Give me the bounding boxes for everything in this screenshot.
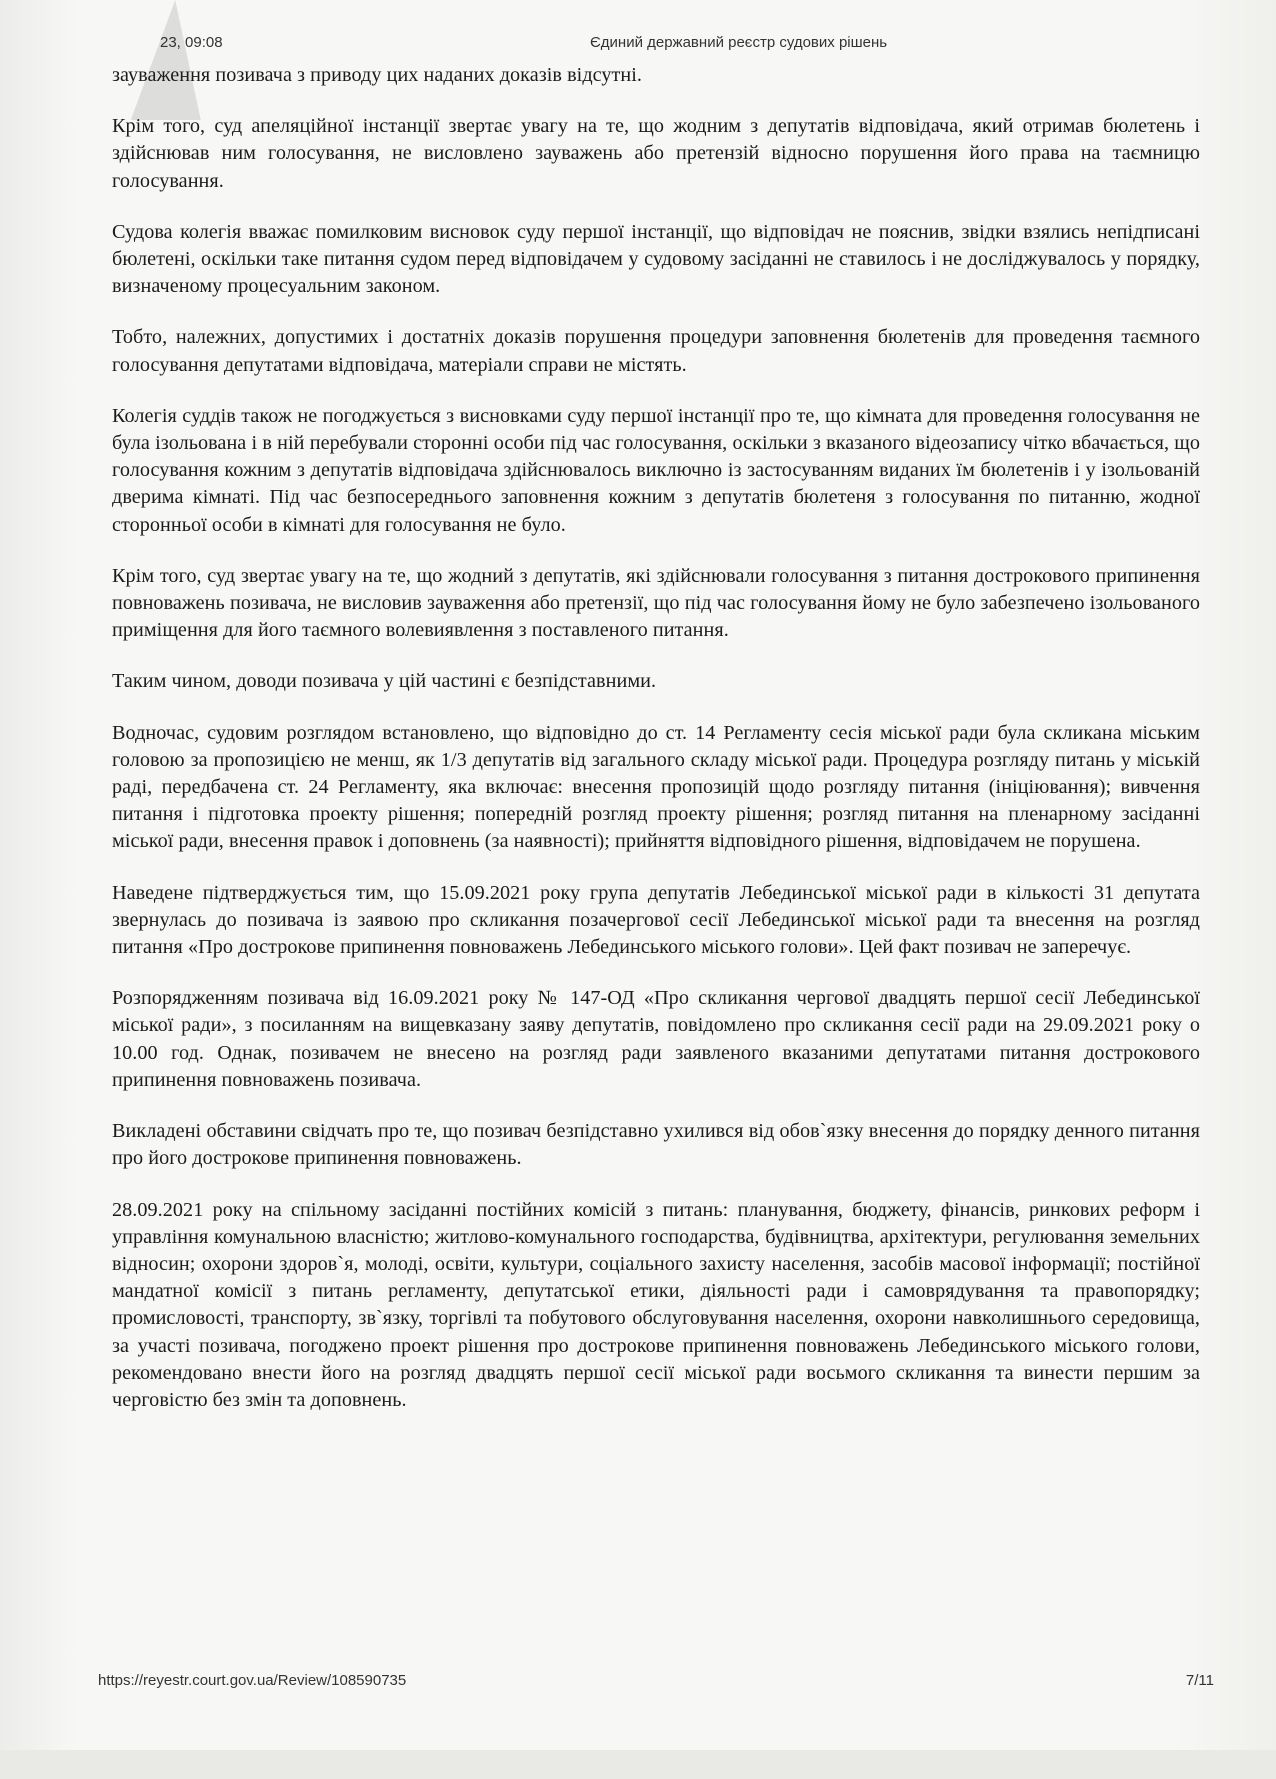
- page-header: [140, 34, 1216, 58]
- paragraph: Судова колегія вважає помилковим висновок суду першої інстанції, що відповідач не пояснив, звідки взялись непідписані бюлетені, оскільки таке питання судом перед відповідачем у судовому засіданні не ставилось і не досліджувалось у порядку, визначеному процесуальним законом.: [112, 220, 1200, 298]
- paragraph: 28.09.2021 року на спільному засіданні постійних комісій з питань: планування, бюджету, фінансів, ринкових реформ і управління комунальною власністю; житлово-комунального господарства, будівництва, архітектури, регулювання земельних відносин; охорони здоров`я, молоді, освіти, культури, соціального захисту населення, засобів масової інформації; постійної мандатної комісії з питань регламенту, депутатської етики, діяльності ради і самоврядування та правопорядку; промисловості, транспорту, зв`язку, торгівлі та побутового обслуговування населення, охорони навколишнього середовища, за участі позивача, погоджено проект рішення про дострокове припинення повноважень Лебединського міського голови, рекомендовано внести його на розгляд двадцять першої сесії міської ради восьмого скликання та винести першим за черговістю без змін та доповнень.: [112, 1198, 1200, 1411]
- page-footer: [98, 1672, 1214, 1694]
- document-body: [112, 62, 1200, 1438]
- footer-url: https://reyestr.court.gov.ua/Review/108590735: [98, 1672, 407, 1689]
- header-site-title: Єдиний державний реєстр судових рішень: [590, 34, 888, 51]
- footer-page-number: 7/11: [1185, 1672, 1214, 1689]
- paragraph: зауваження позивача з приводу цих наданих доказів відсутні.: [112, 64, 643, 86]
- paragraph: Наведене підтверджується тим, що 15.09.2021 року група депутатів Лебединської міської ради в кількості 31 депутата звернулась до позивача із заявою про скликання позачергової сесії Лебединської міської ради та внесення на розгляд питання «Про дострокове припинення повноважень Лебединського міського голови». Цей факт позивач не заперечує.: [112, 881, 1200, 959]
- paragraph: Водночас, судовим розглядом встановлено, що відповідно до ст. 14 Регламенту сесія міської ради була скликана міським головою за пропозицією не менш, як 1/3 депутатів від загального складу міської ради. Процедура розгляду питань у міській раді, передбачена ст. 24 Регламенту, яка включає: внесення пропозицій щодо розгляду питання (ініціювання); вивчення питання і підготовка проекту рішення; попередній розгляд проекту рішення; розгляд питання на пленарному засіданні міської ради, внесення правок і доповнень (за наявності); прийняття відповідного рішення, відповідачем не порушена.: [112, 721, 1200, 853]
- header-timestamp: 23, 09:08: [160, 34, 223, 51]
- paragraph: Тобто, належних, допустимих і достатніх доказів порушення процедури заповнення бюлетенів для проведення таємного голосування депутатами відповідача, матеріали справи не містять.: [112, 326, 1200, 376]
- paragraph: Колегія суддів також не погоджується з висновками суду першої інстанції про те, що кімната для проведення голосування не була ізольована і в ній перебували сторонні особи під час голосування, оскільки з вказаного відеозапису чітко вбачається, що голосування кожним з депутатів відповідача здійснювалось виключно із застосуванням виданих їм бюлетенів і у ізольованій дверима кімнаті. Під час безпосереднього заповнення кожним з депутатів бюлетеня з голосування по питанню, жодної сторонньої особи в кімнаті для голосування не було.: [112, 404, 1200, 536]
- paragraph: Таким чином, доводи позивача у цій частині є безпідставними.: [112, 670, 657, 693]
- paragraph: Крім того, суд апеляційної інстанції звертає увагу на те, що жодним з депутатів відповідача, який отримав бюлетень і здійснював ним голосування, не висловлено зауважень або претензій відносно порушення його права на таємницю голосування.: [112, 115, 1200, 192]
- scan-bottom-edge: [0, 1750, 1276, 1779]
- paragraph: Викладені обставини свідчать про те, що позивач безпідставно ухилився від обов`язку внесення до порядку денного питання про його дострокове припинення повноважень.: [112, 1120, 1200, 1170]
- paragraph: Розпорядженням позивача від 16.09.2021 року № 147-ОД «Про скликання чергової двадцять першої сесії Лебединської міської ради», з посиланням на вищевказану заяву депутатів, повідомлено про скликання сесії ради на 29.09.2021 року о 10.00 год. Однак, позивачем не внесено на розгляд ради заявленого вказаними депутатами питання дострокового припинення повноважень позивача.: [112, 987, 1200, 1091]
- paragraph: Крім того, суд звертає увагу на те, що жодний з депутатів, які здійснювали голосування з питання дострокового припинення повноважень позивача, не висловив зауваження або претензії, що під час голосування йому не було забезпечено ізольованого приміщення для його таємного волевиявлення з поставленого питання.: [112, 564, 1200, 642]
